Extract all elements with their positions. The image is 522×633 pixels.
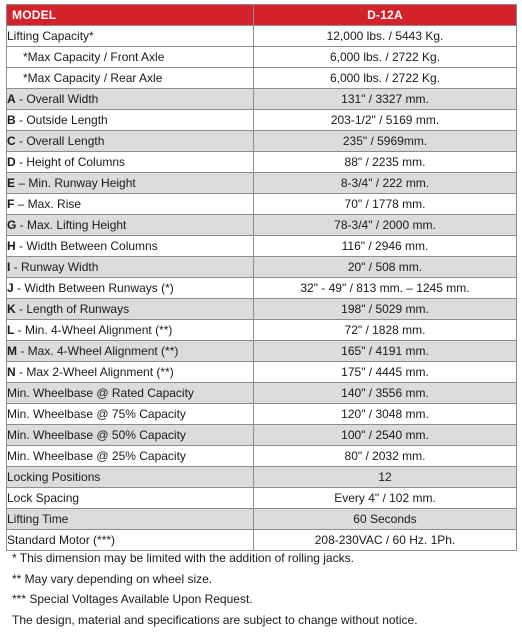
dimension-letter: I: [7, 259, 11, 274]
table-row: [7, 215, 517, 236]
spec-label-text: Min. Wheelbase @ 50% Capacity: [7, 427, 186, 442]
dimension-letter: M: [7, 343, 17, 358]
spec-label-text: - Min. 4-Wheel Alignment (**): [14, 322, 173, 337]
table-row: [7, 47, 517, 68]
dimension-letter: D: [7, 154, 16, 169]
model-header-value: D-12A: [254, 5, 517, 26]
spec-label: [7, 383, 254, 404]
spec-label-text: - Max 2-Wheel Alignment (**): [15, 364, 174, 379]
spec-value: 20" / 508 mm.: [254, 257, 517, 278]
spec-label-text: *Max Capacity / Front Axle: [23, 49, 165, 64]
spec-label-text: - Length of Runways: [15, 301, 130, 316]
spec-label: [7, 173, 254, 194]
table-row: [7, 488, 517, 509]
dimension-letter: A: [7, 91, 16, 106]
dimension-letter: H: [7, 238, 16, 253]
table-row: [7, 509, 517, 530]
dimension-letter: N: [7, 364, 16, 379]
table-row: [7, 110, 517, 131]
spec-label: [7, 488, 254, 509]
table-row: [7, 278, 517, 299]
spec-value: 235" / 5969mm.: [254, 131, 517, 152]
spec-label-text: - Height of Columns: [15, 154, 126, 169]
footnote: The design, material and specifications are subject to change without notice.: [12, 612, 418, 627]
spec-table-body: [7, 26, 517, 551]
table-header-row: [7, 5, 517, 26]
spec-label: [7, 299, 254, 320]
spec-value: 78-3/4" / 2000 mm.: [254, 215, 517, 236]
spec-label: [7, 131, 254, 152]
spec-value: 100" / 2540 mm.: [254, 425, 517, 446]
spec-label-text: - Max. Lifting Height: [16, 217, 127, 232]
table-row: [7, 194, 517, 215]
spec-value: 70" / 1778 mm.: [254, 194, 517, 215]
spec-label-text: – Max. Rise: [14, 196, 82, 211]
spec-label-text: *Max Capacity / Rear Axle: [23, 70, 163, 85]
spec-value: Every 4" / 102 mm.: [254, 488, 517, 509]
spec-value: 6,000 lbs. / 2722 Kg.: [254, 68, 517, 89]
table-row: [7, 446, 517, 467]
spec-value: 8-3/4" / 222 mm.: [254, 173, 517, 194]
spec-label: [7, 467, 254, 488]
table-row: [7, 404, 517, 425]
model-header-label: MODEL: [7, 5, 254, 26]
spec-label: [7, 362, 254, 383]
spec-label-text: Lifting Time: [7, 511, 69, 526]
spec-label-text: - Width Between Runways (*): [13, 280, 174, 295]
spec-label: [7, 257, 254, 278]
spec-label-text: Min. Wheelbase @ 25% Capacity: [7, 448, 186, 463]
spec-label: [7, 278, 254, 299]
spec-label: [7, 446, 254, 467]
footnote: *** Special Voltages Available Upon Request.: [12, 592, 253, 606]
table-row: [7, 320, 517, 341]
dimension-letter: J: [7, 280, 14, 295]
table-row: [7, 362, 517, 383]
spec-label-text: – Min. Runway Height: [15, 175, 136, 190]
spec-label: [7, 89, 254, 110]
table-row: [7, 152, 517, 173]
table-row: [7, 341, 517, 362]
spec-value: 203-1/2" / 5169 mm.: [254, 110, 517, 131]
spec-value: 80" / 2032 mm.: [254, 446, 517, 467]
spec-value: 140" / 3556 mm.: [254, 383, 517, 404]
spec-value: 131" / 3327 mm.: [254, 89, 517, 110]
table-row: [7, 173, 517, 194]
spec-value: 12,000 lbs. / 5443 Kg.: [254, 26, 517, 47]
spec-value: 12: [254, 467, 517, 488]
spec-value: 198" / 5029 mm.: [254, 299, 517, 320]
spec-label-text: Min. Wheelbase @ Rated Capacity: [7, 385, 194, 400]
spec-label-text: - Overall Length: [15, 133, 105, 148]
table-row: [7, 89, 517, 110]
spec-label-text: Lock Spacing: [7, 490, 80, 505]
spec-label: [7, 110, 254, 131]
spec-label: [7, 341, 254, 362]
table-row: [7, 26, 517, 47]
spec-label-text: - Overall Width: [15, 91, 99, 106]
spec-label-text: - Width Between Columns: [15, 238, 158, 253]
table-row: [7, 236, 517, 257]
spec-label: [7, 194, 254, 215]
spec-label: [7, 68, 254, 89]
spec-label: [7, 215, 254, 236]
dimension-letter: G: [7, 217, 17, 232]
table-row: [7, 131, 517, 152]
spec-label: [7, 47, 254, 68]
spec-label: [7, 152, 254, 173]
dimension-letter: E: [7, 175, 16, 190]
spec-value: 208-230VAC / 60 Hz. 1Ph.: [254, 530, 517, 551]
footnotes: [12, 548, 517, 630]
dimension-letter: L: [7, 322, 15, 337]
spec-label-text: - Max. 4-Wheel Alignment (**): [17, 343, 179, 358]
spec-value: 175" / 4445 mm.: [254, 362, 517, 383]
spec-label: [7, 425, 254, 446]
spec-value: 72" / 1828 mm.: [254, 320, 517, 341]
dimension-letter: B: [7, 112, 16, 127]
spec-label: [7, 509, 254, 530]
spec-label-text: - Runway Width: [10, 259, 99, 274]
spec-label: [7, 404, 254, 425]
spec-label: [7, 26, 254, 47]
spec-label-text: Standard Motor (***): [7, 532, 116, 547]
spec-value: 88" / 2235 mm.: [254, 152, 517, 173]
spec-value: 116" / 2946 mm.: [254, 236, 517, 257]
footnote: * This dimension may be limited with the addition of rolling jacks.: [12, 551, 354, 565]
dimension-letter: C: [7, 133, 16, 148]
spec-label-text: Locking Positions: [7, 469, 101, 484]
spec-label: [7, 320, 254, 341]
spec-value: 120" / 3048 mm.: [254, 404, 517, 425]
table-row: [7, 299, 517, 320]
footnote: ** May vary depending on wheel size.: [12, 571, 213, 586]
spec-label: [7, 236, 254, 257]
table-row: [7, 257, 517, 278]
spec-label-text: - Outside Length: [15, 112, 108, 127]
spec-value: 60 Seconds: [254, 509, 517, 530]
spec-table: [6, 4, 517, 551]
spec-value: 165" / 4191 mm.: [254, 341, 517, 362]
dimension-letter: K: [7, 301, 16, 316]
spec-value: 6,000 lbs. / 2722 Kg.: [254, 47, 517, 68]
dimension-letter: F: [7, 196, 15, 211]
spec-label-text: Min. Wheelbase @ 75% Capacity: [7, 406, 186, 421]
spec-value: 32" - 49" / 813 mm. – 1245 mm.: [254, 278, 517, 299]
table-row: [7, 68, 517, 89]
table-row: [7, 383, 517, 404]
table-row: [7, 425, 517, 446]
spec-label-text: Lifting Capacity*: [7, 28, 94, 43]
table-row: [7, 467, 517, 488]
